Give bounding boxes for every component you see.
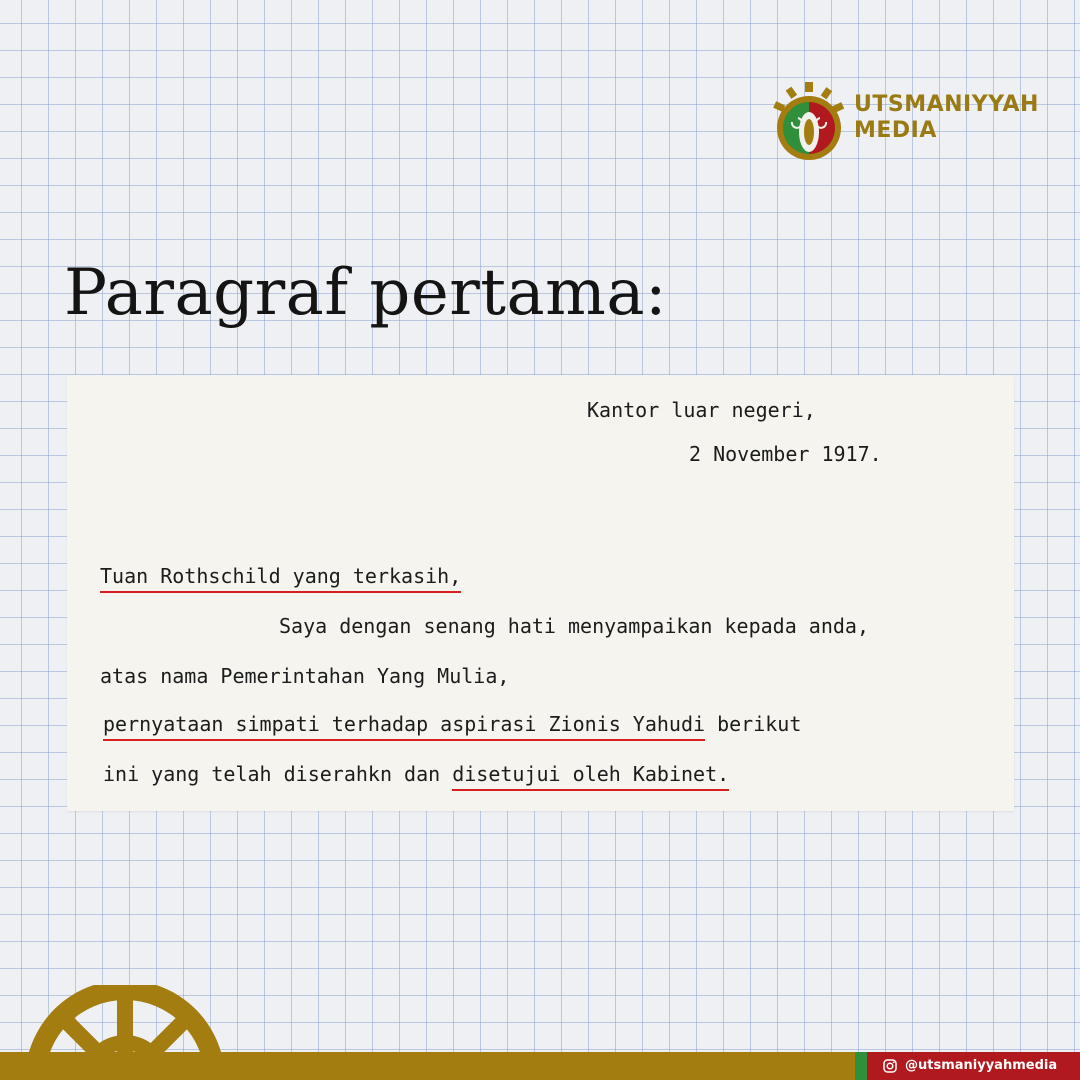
letter-line-4: [103, 761, 729, 787]
instagram-icon: [883, 1059, 897, 1073]
letter-line-3: [103, 711, 801, 737]
brand-name-line2: MEDIA: [854, 118, 937, 143]
brand-name-line1: UTSMANIYYAH: [854, 92, 1039, 117]
letter-line-4-start: ini yang telah diserahkn dan: [103, 762, 453, 786]
letter-card: [67, 375, 1014, 811]
logo-emblem-icon: [770, 82, 848, 162]
letter-office: Kantor luar negeri,: [587, 398, 816, 422]
highlight-zionist-sympathy: pernyataan simpati terhadap aspirasi Zionis Yahudi: [103, 712, 705, 741]
brand-logo: [770, 82, 1039, 166]
instagram-handle-link[interactable]: @utsmaniyyahmedia: [905, 1058, 1058, 1073]
footer-social-bar: [867, 1052, 1080, 1080]
footer-gold-bar: [0, 1052, 855, 1080]
letter-salutation: Tuan Rothschild yang terkasih,: [100, 564, 461, 593]
highlight-cabinet-approval: disetujui oleh Kabinet.: [452, 762, 729, 791]
letter-line-1: Saya dengan senang hati menyampaikan kepada anda,: [279, 614, 870, 638]
footer-green-stripe: [855, 1052, 867, 1080]
letter-line-3-rest: berikut: [705, 712, 802, 736]
letter-date: 2 November 1917.: [689, 442, 882, 466]
letter-line-2: atas nama Pemerintahan Yang Mulia,: [100, 664, 510, 688]
page-heading: Paragraf pertama:: [64, 256, 668, 330]
